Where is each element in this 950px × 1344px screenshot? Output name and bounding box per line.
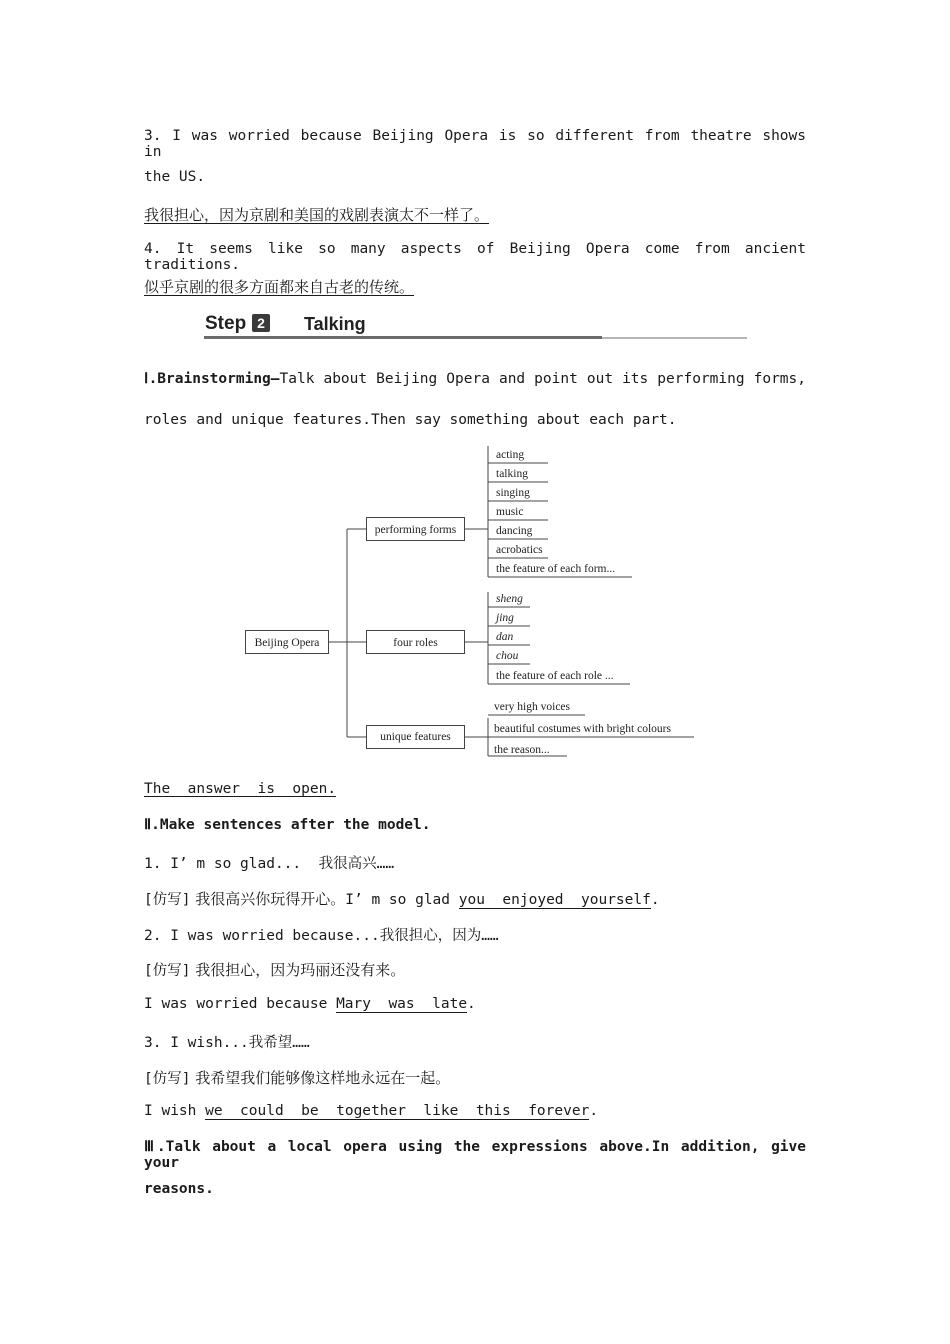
leaf-music: music [496,506,524,518]
branch-label-unique-features: unique features [380,731,451,743]
step-number-badge: 2 [252,314,270,332]
model3-answer-word: forever [528,1103,590,1119]
model1-tag: [仿写] [144,892,191,908]
leaf-dancing: dancing [496,525,533,537]
item3-chinese-translation: 我很担心，因为京剧和美国的戏剧表演太不一样了。 [144,206,490,224]
model2-imitation-line [144,959,405,980]
model2-answer-word: late [432,996,468,1012]
model3-imitation-line [144,1067,450,1088]
model2-chinese: 我很担心，因为玛丽还没有来。 [190,961,406,979]
item4-english: 4. It seems like so many aspects of Beijing Opera come from ancient traditions. [144,241,806,273]
model1-chinese: 我很高兴你玩得开心。 [190,890,346,908]
model2-period: . [467,996,476,1012]
model3-answer-word: this [475,1103,511,1119]
item3-english-line1: 3. I was worried because Beijing Opera is so different from theatre shows in [144,128,806,160]
leaf-beautiful-costumes: beautiful costumes with bright colours [494,723,671,735]
step-word: Step [205,313,247,334]
model2-english-prefix: I was worried because [144,996,337,1012]
part1-instruction-line1: Talk about Beijing Opera and point out its performing forms, [279,371,806,387]
model3-answer-word: like [423,1103,459,1119]
leaf-very-high-voices: very high voices [494,701,571,713]
leaf-acrobatics: acrobatics [496,544,543,556]
model2-answer-blank [336,996,467,1013]
leaf-sheng: sheng [496,593,523,605]
model1-answer-blank [459,892,651,909]
model2-tag: [仿写] [144,963,191,979]
item4-chinese-translation: 似乎京剧的很多方面都来自古老的传统。 [144,278,415,296]
model1-answer-word: you [458,892,485,908]
model3-prompt: 3. I wish...我希望…… [144,1035,310,1051]
model1-english-prefix: I’ m so glad [345,892,459,908]
leaf-feature-of-each-form: the feature of each form... [496,563,616,575]
leaf-chou: chou [496,650,519,662]
part1-answer: The answer is open. [144,781,337,797]
branch-label-four-roles: four roles [393,637,438,649]
model3-english-line [144,1103,598,1120]
model1-period: . [650,892,660,908]
model3-answer-word: could [240,1103,284,1119]
model3-chinese: 我希望我们能够像这样地永远在一起。 [190,1069,451,1087]
leaf-dan: dan [496,631,514,643]
branch-label-performing-forms: performing forms [374,524,457,536]
model2-answer-word: was [388,996,415,1012]
model3-english-prefix: I wish [144,1103,206,1119]
root-label: Beijing Opera [254,637,320,649]
model3-answer-word: be [301,1103,319,1119]
leaf-the-reason: the reason... [494,744,550,756]
model1-imitation-line [144,888,660,909]
leaf-feature-of-each-role: the feature of each role ... [496,670,614,682]
model3-answer-word: together [336,1103,406,1119]
step-title: Talking [304,314,366,334]
leaf-singing: singing [496,487,530,499]
model3-answer-blank [205,1103,589,1120]
model2-answer-word: Mary [336,996,371,1012]
leaf-jing: jing [496,612,514,624]
part1-instruction-line2: roles and unique features.Then say something about each part. [144,412,677,428]
leaf-acting: acting [496,449,525,461]
part3-heading-line2: reasons. [144,1181,214,1197]
part1-heading: Ⅰ.Brainstorming— [144,371,280,387]
part2-heading: Ⅱ.Make sentences after the model. [144,817,431,833]
model1-answer-word: enjoyed [502,892,564,908]
item3-english-line2: the US. [144,169,206,185]
leaf-talking: talking [496,468,528,480]
model3-answer-word: we [205,1103,223,1119]
model1-answer-word: yourself [581,892,651,908]
model2-english-line [144,996,476,1013]
model2-prompt: 2. I was worried because...我很担心，因为…… [144,928,499,944]
model1-prompt: 1. I’ m so glad... 我很高兴…… [144,856,395,872]
model3-period: . [589,1103,599,1119]
model3-tag: [仿写] [144,1071,191,1087]
part3-heading-line1: Ⅲ.Talk about a local opera using the expressions above.In addition, give your [144,1139,806,1171]
